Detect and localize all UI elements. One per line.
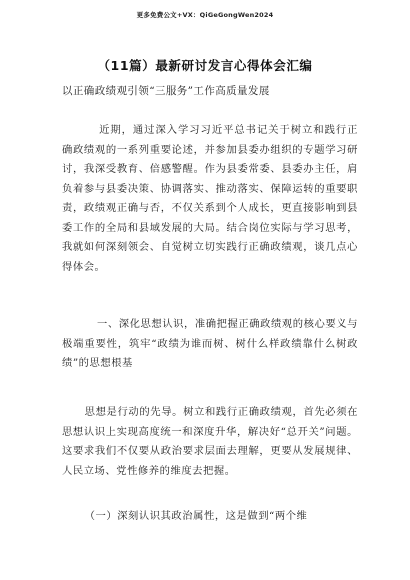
document-subtitle: 以正确政绩观引领“三服务”工作高质量发展 bbox=[62, 85, 270, 97]
body-paragraph-intro: 近期，通过深入学习习近平总书记关于树立和践行正确政绩观的一系列重要论述，并参加县委办组织的专题学习研讨，我深受教育、倍感警醒。作为县委常委、县委办主任，肩负着参与县委决策、协调落实、推动落实、保障运转的重要职责，政绩观正确与否，不仅关系到个人成长，更直接影响到县委工作的全局和县域发展的大局。结合岗位实际与学习思考，我就如何深刻领会、自觉树立切实践行正确政绩观，谈几点心得体会。 bbox=[62, 124, 358, 273]
subsection-heading-one: （一）深刻认识其政治属性，这是做到“两个维 bbox=[84, 510, 308, 522]
header-note: 更多免费公文+VX：QiGeGongWen2024 bbox=[136, 11, 274, 19]
section-heading-one: 一、深化思想认识，准确把握正确政绩观的核心要义与极端重要性，筑牢“政绩为谁而树、树什么样政绩靠什么树政绩”的思想根基 bbox=[62, 318, 358, 369]
body-paragraph-thought: 思想是行动的先导。树立和践行正确政绩观，首先必须在思想认识上实现高度统一和深度升华，解决好“总开关”问题。这要求我们不仅要从政治要求层面去理解，更要从发展规律、人民立场、党性修养的维度去把握。 bbox=[62, 406, 358, 477]
document-title: （11篇）最新研讨发言心得体会汇编 bbox=[97, 58, 313, 73]
